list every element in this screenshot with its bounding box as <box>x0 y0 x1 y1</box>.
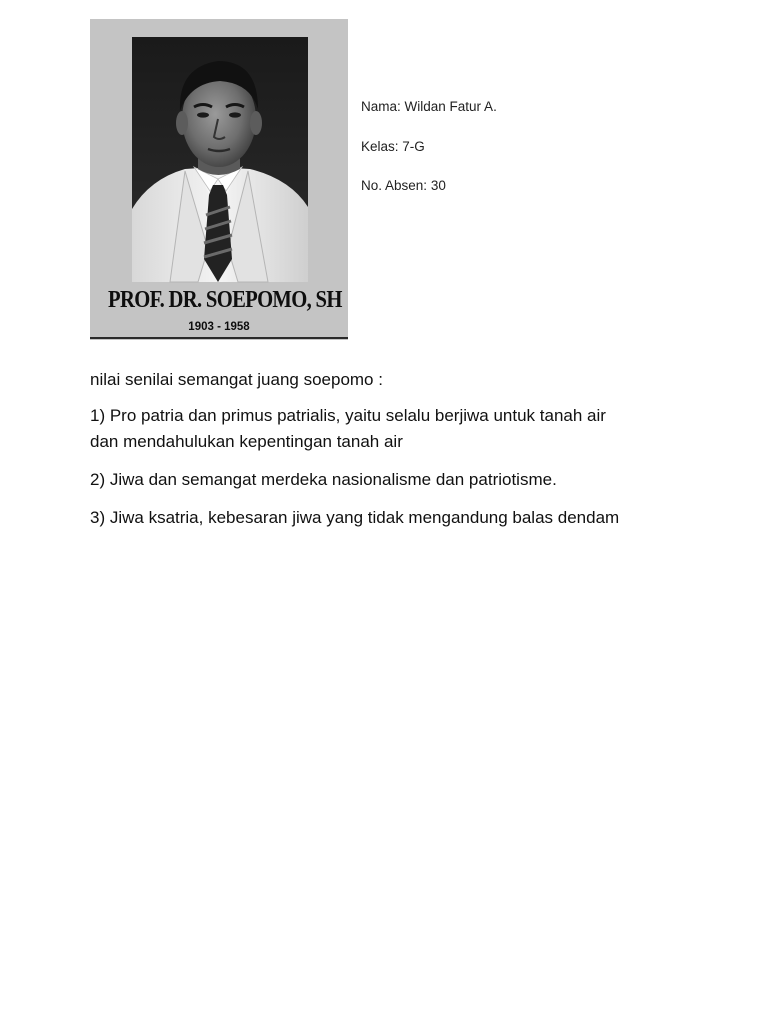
essay-intro: nilai senilai semangat juang soepomo : <box>90 370 383 389</box>
essay-point-2 <box>90 467 690 493</box>
essay-body <box>90 367 690 543</box>
essay-point-1 <box>90 403 690 455</box>
student-class-line <box>361 138 497 178</box>
student-info <box>361 98 497 217</box>
student-absen-line <box>361 177 497 217</box>
student-absen-value: 30 <box>430 178 446 193</box>
essay-point-1-line-2: dan mendahulukan kepentingan tanah air <box>90 432 403 451</box>
student-absen-label: No. Absen: <box>361 178 428 193</box>
essay-point-2-line-1: 2) Jiwa dan semangat merdeka nasionalisme dan patriotisme. <box>90 470 557 489</box>
student-name-label: Nama: <box>361 99 401 114</box>
portrait-years: 1903 - 1958 <box>188 321 250 333</box>
essay-point-1-line-1: 1) Pro patria dan primus patrialis, yaitu selalu berjiwa untuk tanah air <box>90 406 606 425</box>
student-name-line <box>361 98 497 138</box>
student-class-label: Kelas: <box>361 138 399 154</box>
portrait-caption: PROF. DR. SOEPOMO, SH <box>108 287 342 313</box>
essay-point-3-line-1: 3) Jiwa ksatria, kebesaran jiwa yang tidak mengandung balas dendam <box>90 508 620 527</box>
student-class-value: 7-G <box>402 138 425 154</box>
student-name-value: Wildan Fatur A. <box>404 99 497 114</box>
portrait-image <box>90 19 348 340</box>
essay-point-3 <box>90 505 690 531</box>
portrait-divider <box>90 337 348 339</box>
